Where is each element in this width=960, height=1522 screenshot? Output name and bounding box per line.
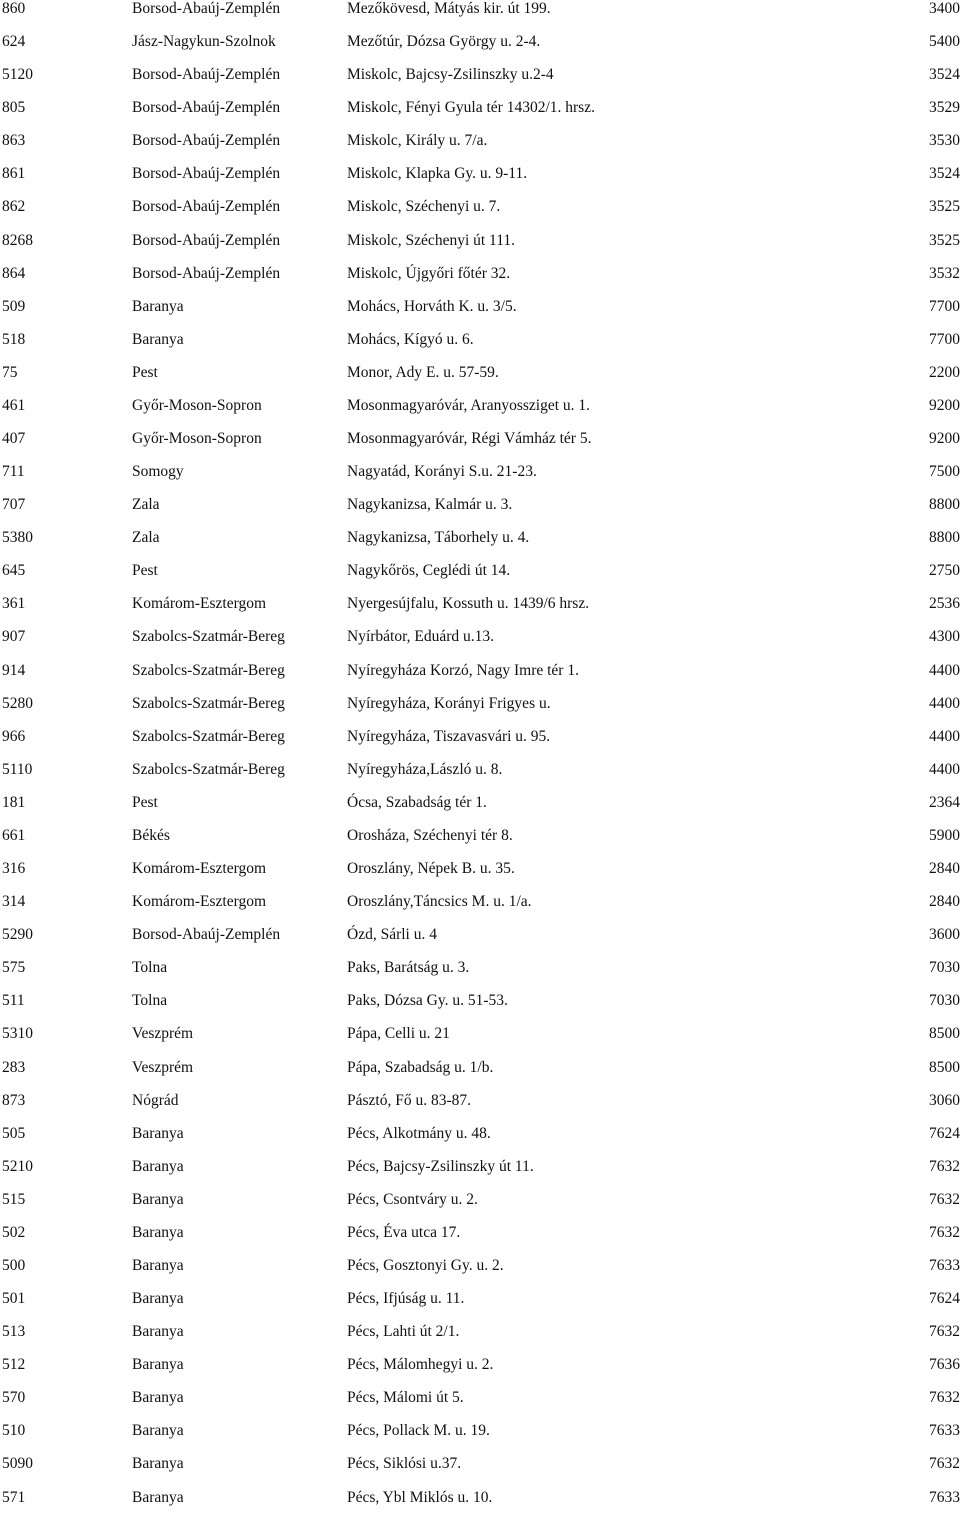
table-row	[0, 695, 960, 728]
row-zip: 7624	[929, 1124, 960, 1142]
row-county: Tolna	[132, 992, 168, 1010]
row-county: Baranya	[132, 330, 184, 348]
row-county: Szabolcs-Szatmár-Bereg	[132, 727, 285, 745]
table-row	[0, 397, 960, 430]
row-address: Nyíregyháza, Korányi Frigyes u.	[347, 694, 551, 712]
table-row	[0, 430, 960, 463]
row-id: 860	[2, 0, 26, 17]
table-row	[0, 893, 960, 926]
row-zip: 3524	[929, 66, 960, 84]
row-address: Miskolc, Széchenyi út 111.	[347, 231, 516, 249]
row-address: Pécs, Alkotmány u. 48.	[347, 1124, 491, 1142]
table-row	[0, 132, 960, 165]
table-row	[0, 1125, 960, 1158]
row-county: Komárom-Esztergom	[132, 893, 267, 911]
row-id: 75	[2, 363, 18, 381]
row-address: Nagykanizsa, Táborhely u. 4.	[347, 529, 530, 547]
table-row	[0, 1290, 960, 1323]
row-zip: 2840	[929, 860, 960, 878]
row-id: 861	[2, 165, 26, 183]
table-row	[0, 1455, 960, 1488]
row-zip: 7632	[929, 1190, 960, 1208]
row-address: Nyergesújfalu, Kossuth u. 1439/6 hrsz.	[347, 595, 590, 613]
row-id: 501	[2, 1290, 26, 1308]
row-zip: 7030	[929, 992, 960, 1010]
row-zip: 7633	[929, 1422, 960, 1440]
table-row	[0, 794, 960, 827]
row-id: 8268	[2, 231, 33, 249]
row-zip: 5900	[929, 826, 960, 844]
table-row	[0, 1489, 960, 1522]
row-county: Baranya	[132, 1157, 184, 1175]
row-id: 181	[2, 793, 26, 811]
row-zip: 3525	[929, 198, 960, 216]
row-zip: 8500	[929, 1025, 960, 1043]
row-county: Borsod-Abaúj-Zemplén	[132, 231, 281, 249]
row-zip: 8800	[929, 529, 960, 547]
row-id: 314	[2, 893, 26, 911]
row-county: Komárom-Esztergom	[132, 860, 267, 878]
row-address: Pécs, Siklósi u.37.	[347, 1455, 462, 1473]
row-county: Borsod-Abaúj-Zemplén	[132, 132, 281, 150]
table-row	[0, 198, 960, 231]
row-id: 518	[2, 330, 26, 348]
row-address: Orosháza, Széchenyi tér 8.	[347, 826, 513, 844]
row-zip: 3525	[929, 231, 960, 249]
row-id: 5090	[2, 1455, 33, 1473]
row-id: 5210	[2, 1157, 33, 1175]
row-id: 512	[2, 1356, 26, 1374]
row-zip: 7500	[929, 463, 960, 481]
row-zip: 4400	[929, 661, 960, 679]
row-county: Baranya	[132, 297, 184, 315]
row-zip: 2750	[929, 562, 960, 580]
row-zip: 3060	[929, 1091, 960, 1109]
row-zip: 4400	[929, 694, 960, 712]
row-zip: 4300	[929, 628, 960, 646]
table-row	[0, 761, 960, 794]
row-county: Zala	[132, 496, 160, 514]
row-id: 5310	[2, 1025, 33, 1043]
table-row	[0, 1323, 960, 1356]
row-zip: 7700	[929, 297, 960, 315]
row-id: 505	[2, 1124, 26, 1142]
row-address: Oroszlány,Táncsics M. u. 1/a.	[347, 893, 532, 911]
row-id: 316	[2, 860, 26, 878]
table-row	[0, 99, 960, 132]
row-county: Győr-Moson-Sopron	[132, 430, 262, 448]
row-county: Baranya	[132, 1190, 184, 1208]
row-county: Győr-Moson-Sopron	[132, 396, 262, 414]
row-address: Ócsa, Szabadság tér 1.	[347, 793, 487, 811]
row-zip: 7633	[929, 1256, 960, 1274]
row-address: Miskolc, Bajcsy-Zsilinszky u.2-4	[347, 66, 554, 84]
table-row	[0, 1092, 960, 1125]
table-row	[0, 66, 960, 99]
row-zip: 7633	[929, 1488, 960, 1506]
row-address: Pécs, Ifjúság u. 11.	[347, 1290, 465, 1308]
row-county: Tolna	[132, 959, 168, 977]
row-zip: 9200	[929, 396, 960, 414]
row-county: Baranya	[132, 1422, 184, 1440]
row-id: 805	[2, 99, 26, 117]
row-county: Borsod-Abaúj-Zemplén	[132, 0, 281, 17]
row-id: 5380	[2, 529, 33, 547]
row-address: Pásztó, Fő u. 83-87.	[347, 1091, 471, 1109]
row-county: Pest	[132, 793, 158, 811]
row-zip: 2200	[929, 363, 960, 381]
table-row	[0, 1191, 960, 1224]
row-county: Borsod-Abaúj-Zemplén	[132, 99, 281, 117]
row-id: 407	[2, 430, 26, 448]
table-row	[0, 860, 960, 893]
table-row	[0, 827, 960, 860]
row-zip: 7632	[929, 1389, 960, 1407]
row-zip: 7624	[929, 1290, 960, 1308]
row-address: Pécs, Bajcsy-Zsilinszky út 11.	[347, 1157, 534, 1175]
table-row	[0, 33, 960, 66]
row-id: 907	[2, 628, 26, 646]
row-zip: 8500	[929, 1058, 960, 1076]
row-address: Mezőtúr, Dózsa György u. 2-4.	[347, 33, 541, 51]
row-id: 361	[2, 595, 26, 613]
row-zip: 4400	[929, 727, 960, 745]
table-row	[0, 364, 960, 397]
row-address: Miskolc, Klapka Gy. u. 9-11.	[347, 165, 528, 183]
row-zip: 8800	[929, 496, 960, 514]
row-id: 862	[2, 198, 26, 216]
row-address: Pápa, Celli u. 21	[347, 1025, 450, 1043]
row-address: Pápa, Szabadság u. 1/b.	[347, 1058, 494, 1076]
row-id: 502	[2, 1223, 26, 1241]
row-id: 509	[2, 297, 26, 315]
table-row	[0, 463, 960, 496]
row-address: Mohács, Kígyó u. 6.	[347, 330, 474, 348]
table-row	[0, 1356, 960, 1389]
row-id: 571	[2, 1488, 26, 1506]
row-address: Miskolc, Fényi Gyula tér 14302/1. hrsz.	[347, 99, 595, 117]
row-zip: 7632	[929, 1223, 960, 1241]
table-row	[0, 662, 960, 695]
row-address: Nagyatád, Korányi S.u. 21-23.	[347, 463, 537, 481]
row-address: Nyíregyháza, Tiszavasvári u. 95.	[347, 727, 551, 745]
row-id: 5290	[2, 926, 33, 944]
table-row	[0, 1059, 960, 1092]
row-county: Borsod-Abaúj-Zemplén	[132, 165, 281, 183]
row-address: Oroszlány, Népek B. u. 35.	[347, 860, 515, 878]
row-address: Pécs, Málomi út 5.	[347, 1389, 464, 1407]
row-address: Miskolc, Széchenyi u. 7.	[347, 198, 501, 216]
row-zip: 3524	[929, 165, 960, 183]
row-zip: 2364	[929, 793, 960, 811]
row-address: Nyíregyháza,László u. 8.	[347, 760, 503, 778]
row-address: Nagykőrös, Ceglédi út 14.	[347, 562, 511, 580]
row-id: 570	[2, 1389, 26, 1407]
row-address: Nagykanizsa, Kalmár u. 3.	[347, 496, 513, 514]
row-id: 5280	[2, 694, 33, 712]
table-row	[0, 265, 960, 298]
row-county: Baranya	[132, 1356, 184, 1374]
table-row	[0, 331, 960, 364]
row-address: Pécs, Lahti út 2/1.	[347, 1323, 460, 1341]
row-zip: 7030	[929, 959, 960, 977]
row-address: Mezőkövesd, Mátyás kir. út 199.	[347, 0, 551, 17]
row-county: Nógrád	[132, 1091, 179, 1109]
table-row	[0, 728, 960, 761]
row-id: 500	[2, 1256, 26, 1274]
table-row	[0, 1025, 960, 1058]
row-county: Baranya	[132, 1290, 184, 1308]
row-zip: 7700	[929, 330, 960, 348]
row-address: Paks, Dózsa Gy. u. 51-53.	[347, 992, 508, 1010]
table-row	[0, 0, 960, 33]
table-row	[0, 298, 960, 331]
row-county: Pest	[132, 363, 158, 381]
row-county: Szabolcs-Szatmár-Bereg	[132, 694, 285, 712]
table-row	[0, 959, 960, 992]
row-county: Pest	[132, 562, 158, 580]
row-address: Mohács, Horváth K. u. 3/5.	[347, 297, 517, 315]
row-id: 645	[2, 562, 26, 580]
row-zip: 3600	[929, 926, 960, 944]
row-county: Borsod-Abaúj-Zemplén	[132, 66, 281, 84]
row-id: 461	[2, 396, 26, 414]
row-county: Zala	[132, 529, 160, 547]
row-zip: 3530	[929, 132, 960, 150]
row-county: Szabolcs-Szatmár-Bereg	[132, 661, 285, 679]
row-id: 864	[2, 264, 26, 282]
row-id: 661	[2, 826, 26, 844]
row-id: 5110	[2, 760, 33, 778]
row-zip: 3532	[929, 264, 960, 282]
row-address: Nyíregyháza Korzó, Nagy Imre tér 1.	[347, 661, 579, 679]
table-row	[0, 1389, 960, 1422]
row-address: Mosonmagyaróvár, Régi Vámház tér 5.	[347, 430, 592, 448]
row-county: Szabolcs-Szatmár-Bereg	[132, 760, 285, 778]
row-county: Baranya	[132, 1455, 184, 1473]
row-address: Pécs, Ybl Miklós u. 10.	[347, 1488, 493, 1506]
row-county: Baranya	[132, 1256, 184, 1274]
row-address: Ózd, Sárli u. 4	[347, 926, 437, 944]
row-zip: 7632	[929, 1455, 960, 1473]
row-zip: 7632	[929, 1157, 960, 1175]
row-address: Miskolc, Újgyőri főtér 32.	[347, 264, 511, 282]
row-county: Baranya	[132, 1488, 184, 1506]
table-row	[0, 232, 960, 265]
table-row	[0, 595, 960, 628]
row-address: Monor, Ady E. u. 57-59.	[347, 363, 499, 381]
row-id: 511	[2, 992, 25, 1010]
table-row	[0, 165, 960, 198]
row-county: Jász-Nagykun-Szolnok	[132, 33, 276, 51]
row-address: Pécs, Málomhegyi u. 2.	[347, 1356, 494, 1374]
row-county: Békés	[132, 826, 170, 844]
table-row	[0, 529, 960, 562]
table-row	[0, 1158, 960, 1191]
row-id: 966	[2, 727, 26, 745]
table-row	[0, 1422, 960, 1455]
row-id: 863	[2, 132, 26, 150]
row-id: 515	[2, 1190, 26, 1208]
row-county: Baranya	[132, 1223, 184, 1241]
row-county: Komárom-Esztergom	[132, 595, 267, 613]
row-id: 283	[2, 1058, 26, 1076]
row-county: Borsod-Abaúj-Zemplén	[132, 264, 281, 282]
row-address: Miskolc, Király u. 7/a.	[347, 132, 488, 150]
row-address: Nyírbátor, Eduárd u.13.	[347, 628, 495, 646]
table-row	[0, 1224, 960, 1257]
row-county: Veszprém	[132, 1025, 194, 1043]
table-row	[0, 628, 960, 661]
row-county: Somogy	[132, 463, 184, 481]
row-id: 510	[2, 1422, 26, 1440]
row-id: 513	[2, 1323, 26, 1341]
table-row	[0, 562, 960, 595]
row-address: Pécs, Éva utca 17.	[347, 1223, 461, 1241]
table-row	[0, 926, 960, 959]
row-county: Veszprém	[132, 1058, 194, 1076]
row-zip: 3529	[929, 99, 960, 117]
row-address: Pécs, Pollack M. u. 19.	[347, 1422, 490, 1440]
row-zip: 2840	[929, 893, 960, 911]
row-zip: 9200	[929, 430, 960, 448]
row-address: Mosonmagyaróvár, Aranyossziget u. 1.	[347, 396, 591, 414]
row-address: Paks, Barátság u. 3.	[347, 959, 470, 977]
row-zip: 7632	[929, 1323, 960, 1341]
row-address: Pécs, Gosztonyi Gy. u. 2.	[347, 1256, 504, 1274]
row-county: Baranya	[132, 1124, 184, 1142]
row-id: 873	[2, 1091, 26, 1109]
row-county: Borsod-Abaúj-Zemplén	[132, 926, 281, 944]
row-county: Baranya	[132, 1389, 184, 1407]
row-zip: 5400	[929, 33, 960, 51]
table-row	[0, 496, 960, 529]
row-address: Pécs, Csontváry u. 2.	[347, 1190, 478, 1208]
row-id: 711	[2, 463, 25, 481]
row-zip: 3400	[929, 0, 960, 17]
row-zip: 4400	[929, 760, 960, 778]
row-id: 624	[2, 33, 26, 51]
table-row	[0, 1257, 960, 1290]
row-id: 914	[2, 661, 26, 679]
row-zip: 7636	[929, 1356, 960, 1374]
row-id: 5120	[2, 66, 33, 84]
row-id: 707	[2, 496, 26, 514]
table-row	[0, 992, 960, 1025]
row-id: 575	[2, 959, 26, 977]
row-county: Baranya	[132, 1323, 184, 1341]
row-county: Borsod-Abaúj-Zemplén	[132, 198, 281, 216]
row-county: Szabolcs-Szatmár-Bereg	[132, 628, 285, 646]
row-zip: 2536	[929, 595, 960, 613]
